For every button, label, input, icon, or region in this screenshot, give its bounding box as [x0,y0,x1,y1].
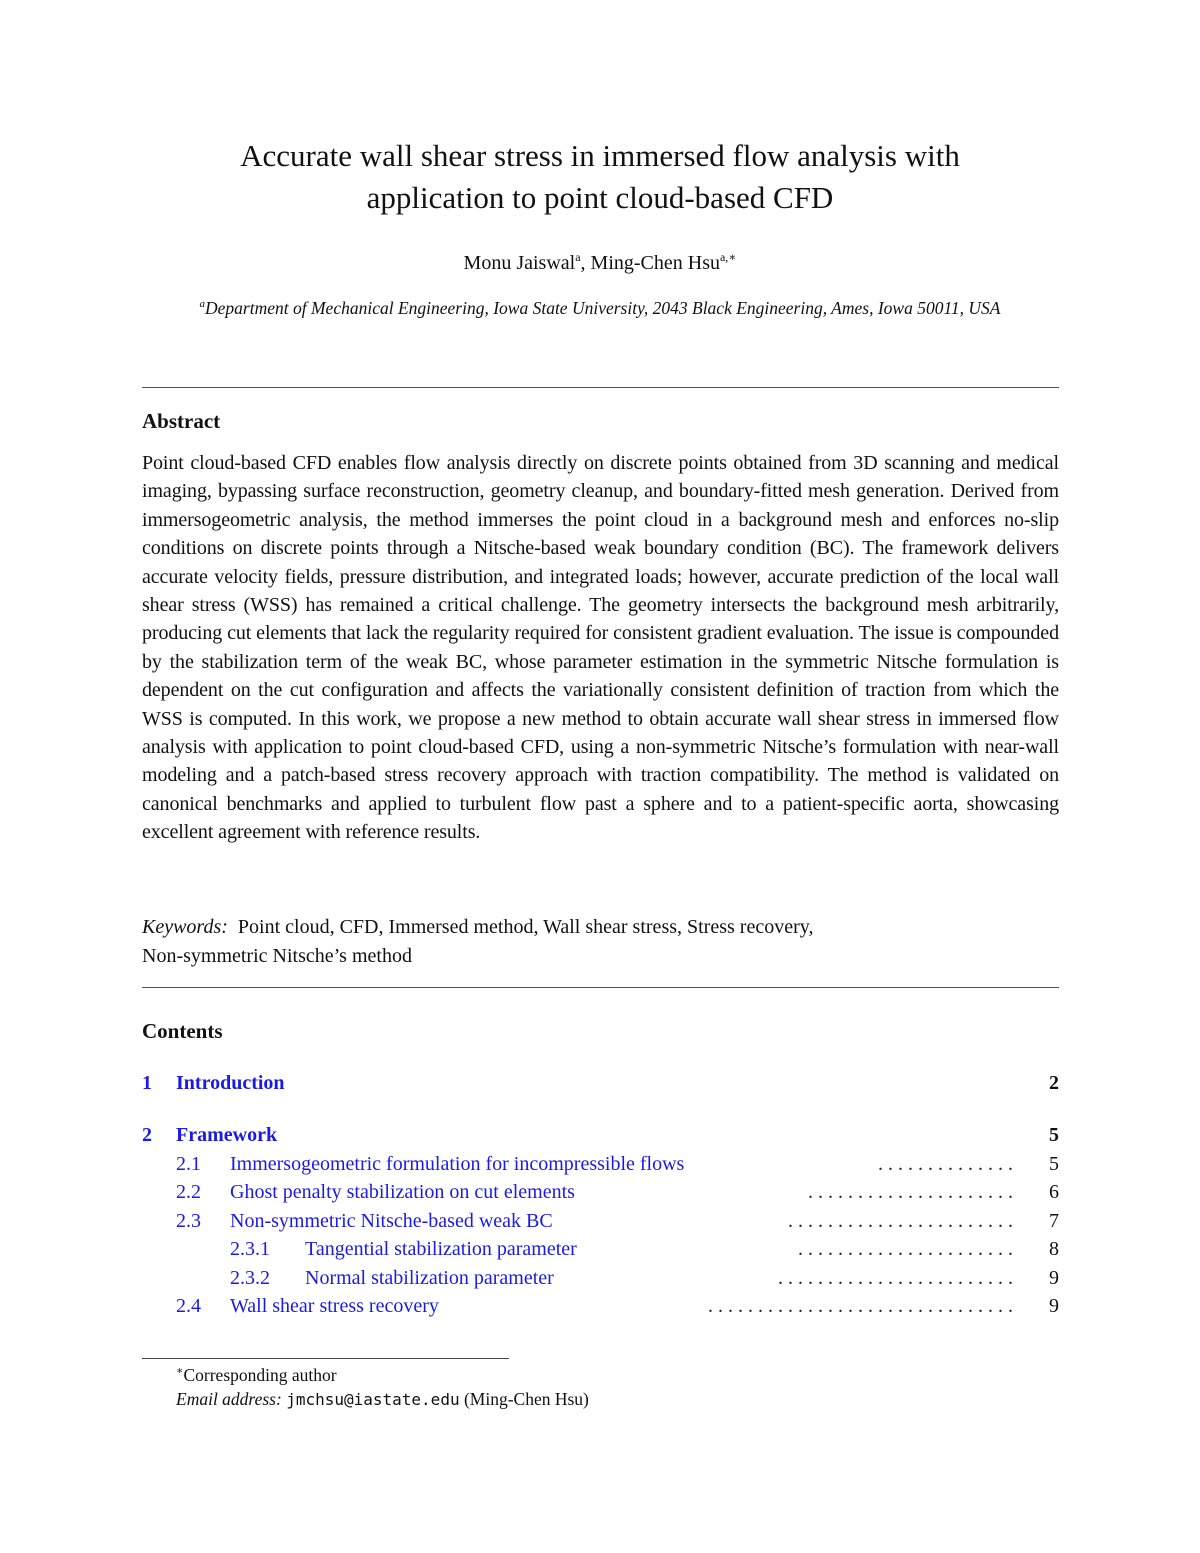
toc-entry-subsection[interactable] [142,1292,1059,1320]
affiliation [0,296,1200,320]
footnote-rule [142,1358,509,1359]
affiliation-mark: a [199,298,206,310]
email-owner: (Ming-Chen Hsu) [463,1389,589,1409]
toc-leader-dots: . . . . . . . . . . . . . . . . . . . . . . [798,1238,1013,1260]
toc-number[interactable]: 2 [142,1124,152,1146]
toc-title[interactable]: Tangential stabilization parameter [305,1235,583,1264]
author-separator: , [580,252,591,274]
toc-page-number: 9 [1049,1295,1059,1317]
abstract-bottom-rule [142,987,1059,988]
author-list [0,250,1200,276]
toc-title[interactable]: Introduction [176,1069,291,1098]
contents-heading: Contents [142,1019,223,1043]
toc-number[interactable]: 2.3.1 [230,1238,270,1260]
keywords-line-1: Point cloud, CFD, Immersed method, Wall shear stress, Stress recovery, [237,916,814,938]
keywords-label: Keywords: [142,916,228,938]
footnote-mark: ∗ [176,1365,184,1377]
toc-page-number: 6 [1049,1181,1059,1203]
paper-title [0,135,1200,219]
toc-entry-introduction[interactable] [142,1069,1059,1097]
keywords [142,913,1059,970]
toc-page-number: 7 [1049,1209,1059,1232]
abstract-top-rule [142,387,1059,388]
toc-title[interactable]: Non-symmetric Nitsche-based weak BC [230,1207,559,1236]
toc-leader-dots: . . . . . . . . . . . . . . . . . . . . . . . . [778,1266,1013,1289]
toc-title[interactable]: Framework [176,1121,283,1150]
toc-entry-subsection[interactable] [142,1178,1059,1206]
affiliation-text: Department of Mechanical Engineering, Iowa State University, 2043 Black Engineering, Ames, Iowa 50011, USA [205,298,1001,318]
toc-page-number: 5 [1049,1124,1059,1146]
toc-leader-dots: . . . . . . . . . . . . . . . . . . . . . [808,1181,1013,1203]
footnote-email [176,1387,589,1412]
toc-number[interactable]: 2.4 [176,1295,201,1317]
toc-entry-subsubsection[interactable] [142,1235,1059,1263]
abstract-body: Point cloud-based CFD enables flow analysis directly on discrete points obtained from 3D scanning and medical imaging, bypassing surface reconstruction, geometry cleanup, and boundary-fitted mesh generation. Derived from immersogeometric analysis, the method immerses the point cloud in a background mesh and enforces no-slip conditions on discrete points through a Nitsche-based weak boundary condition (BC). The framework delivers accurate velocity fields, pressure distribution, and integrated loads; however, accurate prediction of the local wall shear stress (WSS) has remained a critical challenge. The geometry intersects the background mesh arbitrarily, producing cut elements that lack the regularity required for consistent gradient evaluation. The issue is compounded by the stabilization term of the weak BC, whose parameter estimation in the symmetric Nitsche formulation is dependent on the cut configuration and affects the variationally consistent definition of traction from which the WSS is computed. In this work, we propose a new method to obtain accurate wall shear stress in immersed flow analysis with application to point cloud-based CFD, using a non-symmetric Nitsche’s formulation with near-wall modeling and a patch-based stress recovery approach with traction compatibility. The method is validated on canonical benchmarks and applied to turbulent flow past a sphere and to a patient-specific aorta, showcasing excellent agreement with reference results. [142,452,1059,844]
toc-page-number: 2 [1049,1072,1059,1094]
footnote-corresponding-text: Corresponding author [183,1365,337,1385]
email-address[interactable]: jmchsu@iastate.edu [286,1390,460,1409]
toc-number[interactable]: 2.2 [176,1181,201,1203]
toc-page-number: 5 [1049,1152,1059,1175]
toc-title[interactable]: Ghost penalty stabilization on cut elements [230,1178,581,1207]
toc-entry-subsection[interactable] [142,1150,1059,1178]
title-line-2: application to point cloud-based CFD [366,180,834,215]
footnote-corresponding [176,1363,337,1387]
toc-entry-subsection[interactable] [142,1207,1059,1235]
toc-title[interactable]: Normal stabilization parameter [305,1264,560,1293]
toc-title[interactable]: Wall shear stress recovery [230,1292,445,1321]
toc-page-number: 8 [1049,1238,1059,1260]
toc-number[interactable]: 2.3.2 [230,1266,270,1289]
abstract-heading: Abstract [142,409,221,433]
toc-number[interactable]: 2.1 [176,1152,201,1175]
author-name: Ming-Chen Hsu [590,252,720,274]
title-line-1: Accurate wall shear stress in immersed flow analysis with [240,138,960,173]
toc-entry-subsubsection[interactable] [142,1264,1059,1292]
toc-leader-dots: . . . . . . . . . . . . . . . . . . . . . . . . . . . . . . . [708,1295,1013,1317]
toc-leader-dots: . . . . . . . . . . . . . . . . . . . . . . . [788,1209,1013,1232]
email-label: Email address: [176,1389,282,1409]
toc-leader-dots: . . . . . . . . . . . . . . [878,1152,1013,1175]
toc-title[interactable]: Immersogeometric formulation for incompressible flows [230,1150,690,1179]
toc-number[interactable]: 2.3 [176,1209,201,1232]
author-affiliation-mark: a,∗ [719,250,737,264]
author-affiliation-mark: a [575,250,581,264]
keywords-line-2: Non-symmetric Nitsche’s method [142,944,412,967]
toc-number[interactable]: 1 [142,1072,152,1094]
author-name: Monu Jaiswal [463,252,576,274]
toc-entry-framework[interactable] [142,1121,1059,1149]
toc-page-number: 9 [1049,1266,1059,1289]
